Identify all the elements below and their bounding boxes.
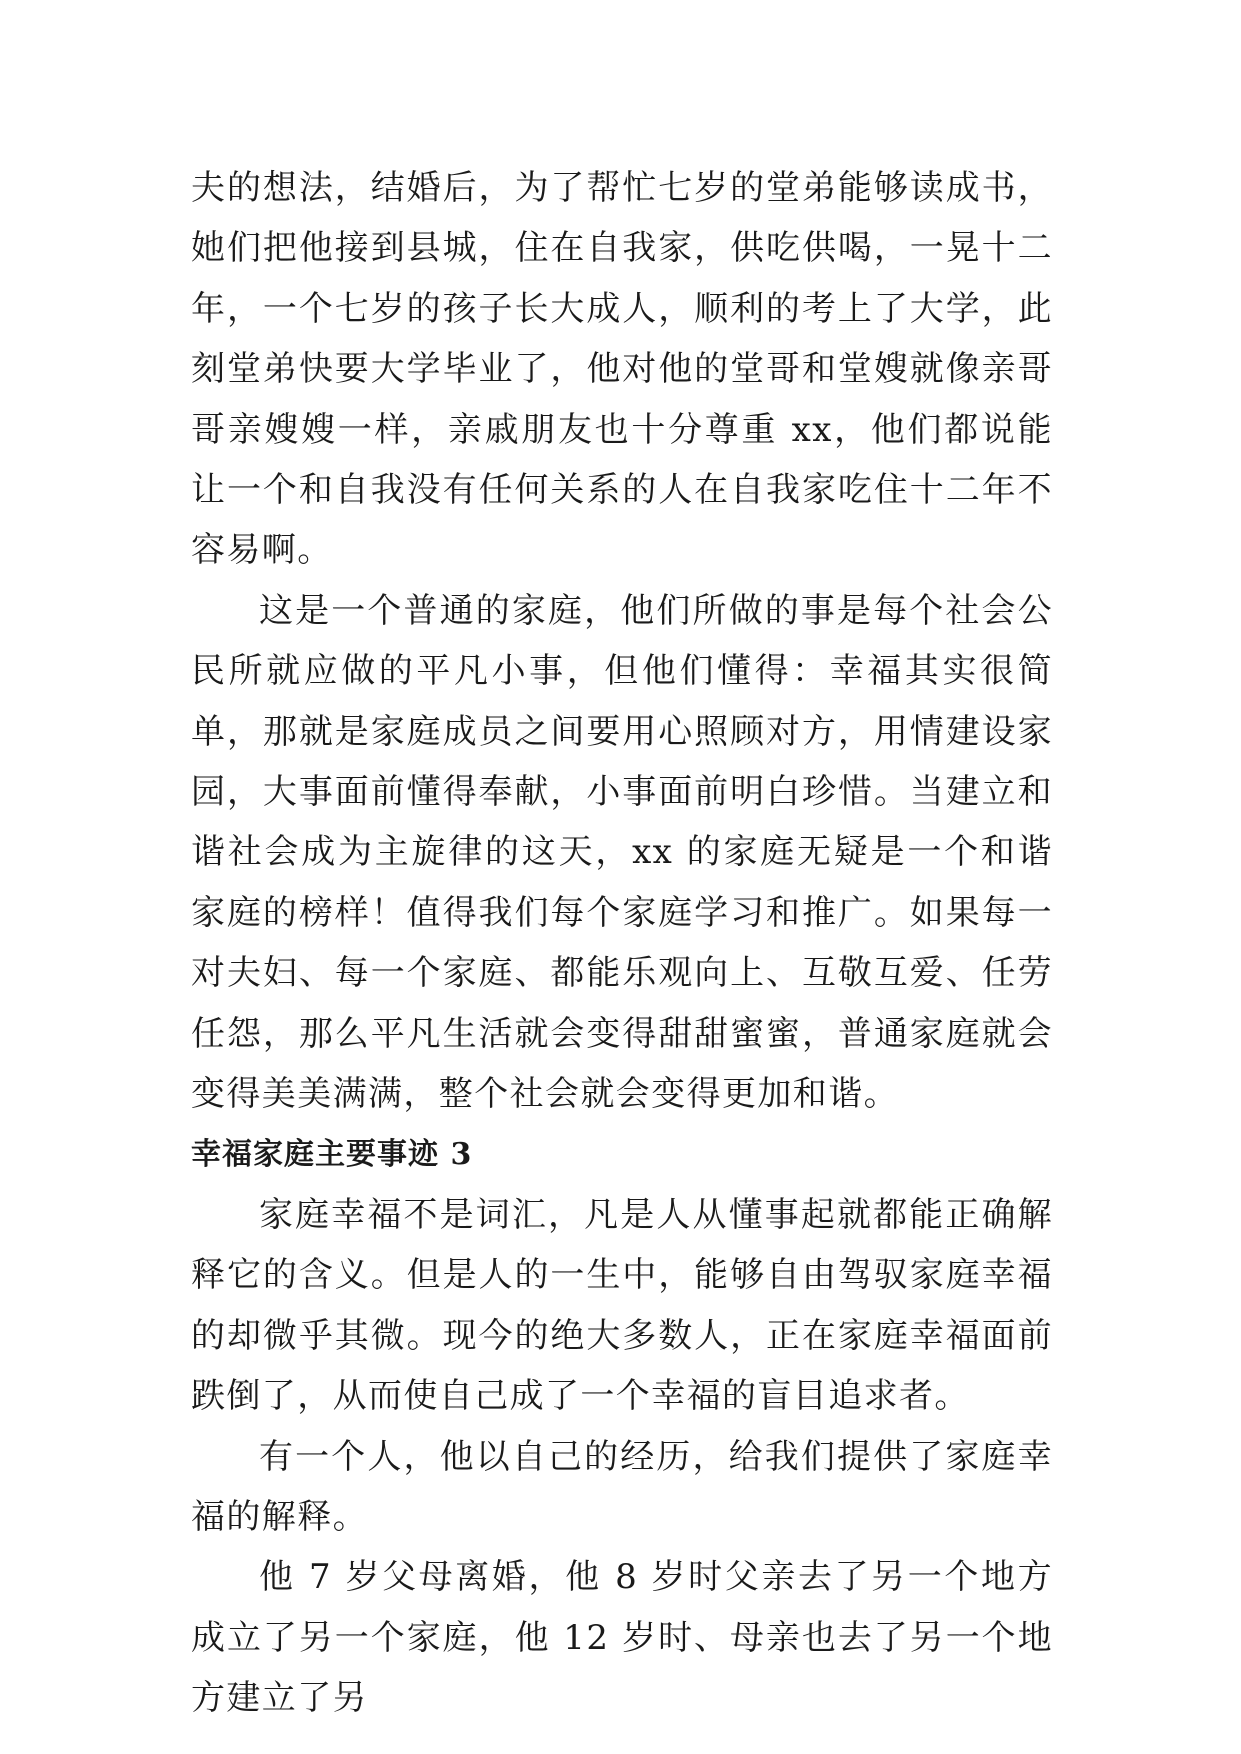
paragraph-1: 夫的想法，结婚后，为了帮忙七岁的堂弟能够读成书，她们把他接到县城，住在自我家，供吃供喝，一晃十二年，一个七岁的孩子长大成人，顺利的考上了大学，此刻堂弟快要大学毕业了，他对他的堂哥和堂嫂就像亲哥哥亲嫂嫂一样，亲戚朋友也十分尊重 xx，他们都说能让一个和自我没有任何关系的人在自我家吃住十二年不容易啊。	[191, 168, 1053, 571]
document-body	[191, 158, 1053, 1729]
paragraph-4: 有一个人，他以自己的经历，给我们提供了家庭幸福的解释。	[191, 1436, 1053, 1537]
paragraph-3: 家庭幸福不是词汇，凡是人从懂事起就都能正确解释它的含义。但是人的一生中，能够自由驾驭家庭幸福的却微乎其微。现今的绝大多数人，正在家庭幸福面前跌倒了，从而使自己成了一个幸福的盲目追求者。	[191, 1194, 1053, 1417]
paragraph-2: 这是一个普通的家庭，他们所做的事是每个社会公民所就应做的平凡小事，但他们懂得：幸福其实很简单，那就是家庭成员之间要用心照顾对方，用情建设家园，大事面前懂得奉献，小事面前明白珍惜。当建立和谐社会成为主旋律的这天，xx 的家庭无疑是一个和谐家庭的榜样！值得我们每个家庭学习和推广。如果每一对夫妇、每一个家庭、都能乐观向上、互敬互爱、任劳任怨，那么平凡生活就会变得甜甜蜜蜜，普通家庭就会变得美美满满，整个社会就会变得更加和谐。	[191, 590, 1053, 1115]
section-heading: 幸福家庭主要事迹 3	[191, 1136, 473, 1172]
paragraph-5: 他 7 岁父母离婚，他 8 岁时父亲去了另一个地方成立了另一个家庭，他 12 岁时、母亲也去了另一个地方建立了另	[191, 1557, 1053, 1719]
